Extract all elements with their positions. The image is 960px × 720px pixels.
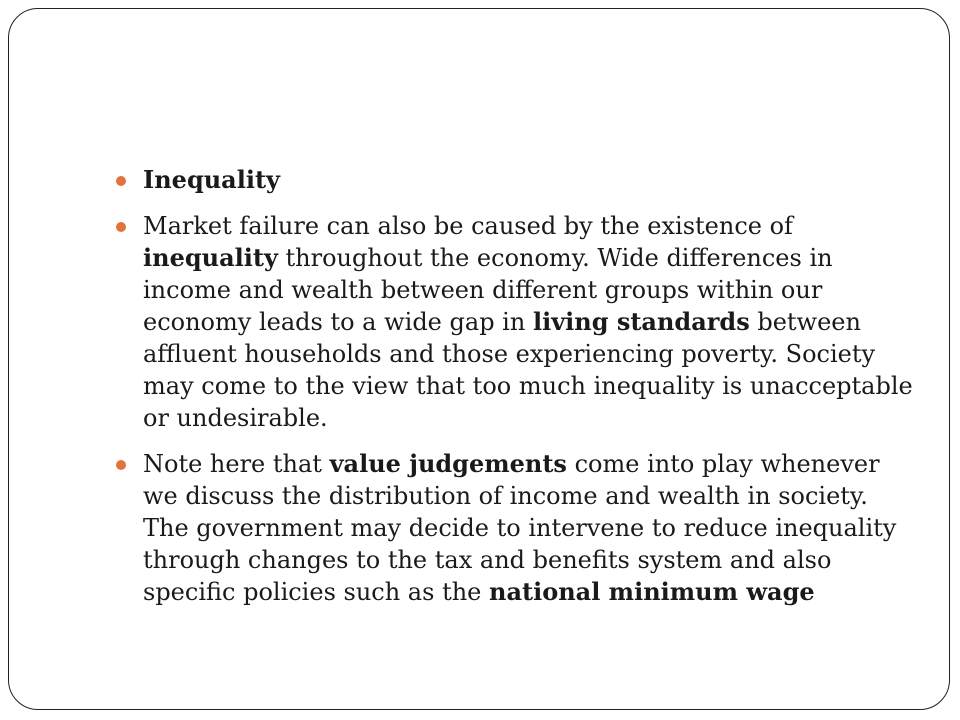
- text-segment: Note here that: [143, 450, 330, 478]
- bullet-market-failure: [113, 210, 913, 434]
- bold-term-value-judgements: value judgements: [329, 449, 567, 478]
- text-segment: come into play whenever we discuss the distribution of income and wealth in society. The government may decide to intervene to reduce inequality through changes to the tax and benefits system and also specific policies such as the: [143, 450, 897, 606]
- bullet-inequality-heading: [113, 164, 913, 196]
- heading-text: Inequality: [143, 165, 280, 194]
- slide-content: [113, 164, 913, 622]
- bullet-value-judgements: [113, 448, 913, 608]
- bullet-dot-icon: [116, 460, 126, 470]
- text-segment: between affluent households and those experiencing poverty. Society may come to the view that too much inequality is unacceptable or undesirable.: [143, 308, 913, 432]
- bullet-list: [113, 164, 913, 608]
- bold-term-living-standards: living standards: [532, 307, 750, 336]
- text-segment: throughout the economy. Wide differences in income and wealth between different groups within our economy leads to a wide gap in: [143, 244, 833, 336]
- bold-term-inequality: inequality: [143, 243, 278, 272]
- bullet-dot-icon: [116, 176, 126, 186]
- bullet-dot-icon: [116, 222, 126, 232]
- text-segment: Market failure can also be caused by the existence of: [143, 212, 793, 240]
- slide-frame: [8, 8, 950, 710]
- bold-term-national-minimum-wage: national minimum wage: [489, 577, 815, 606]
